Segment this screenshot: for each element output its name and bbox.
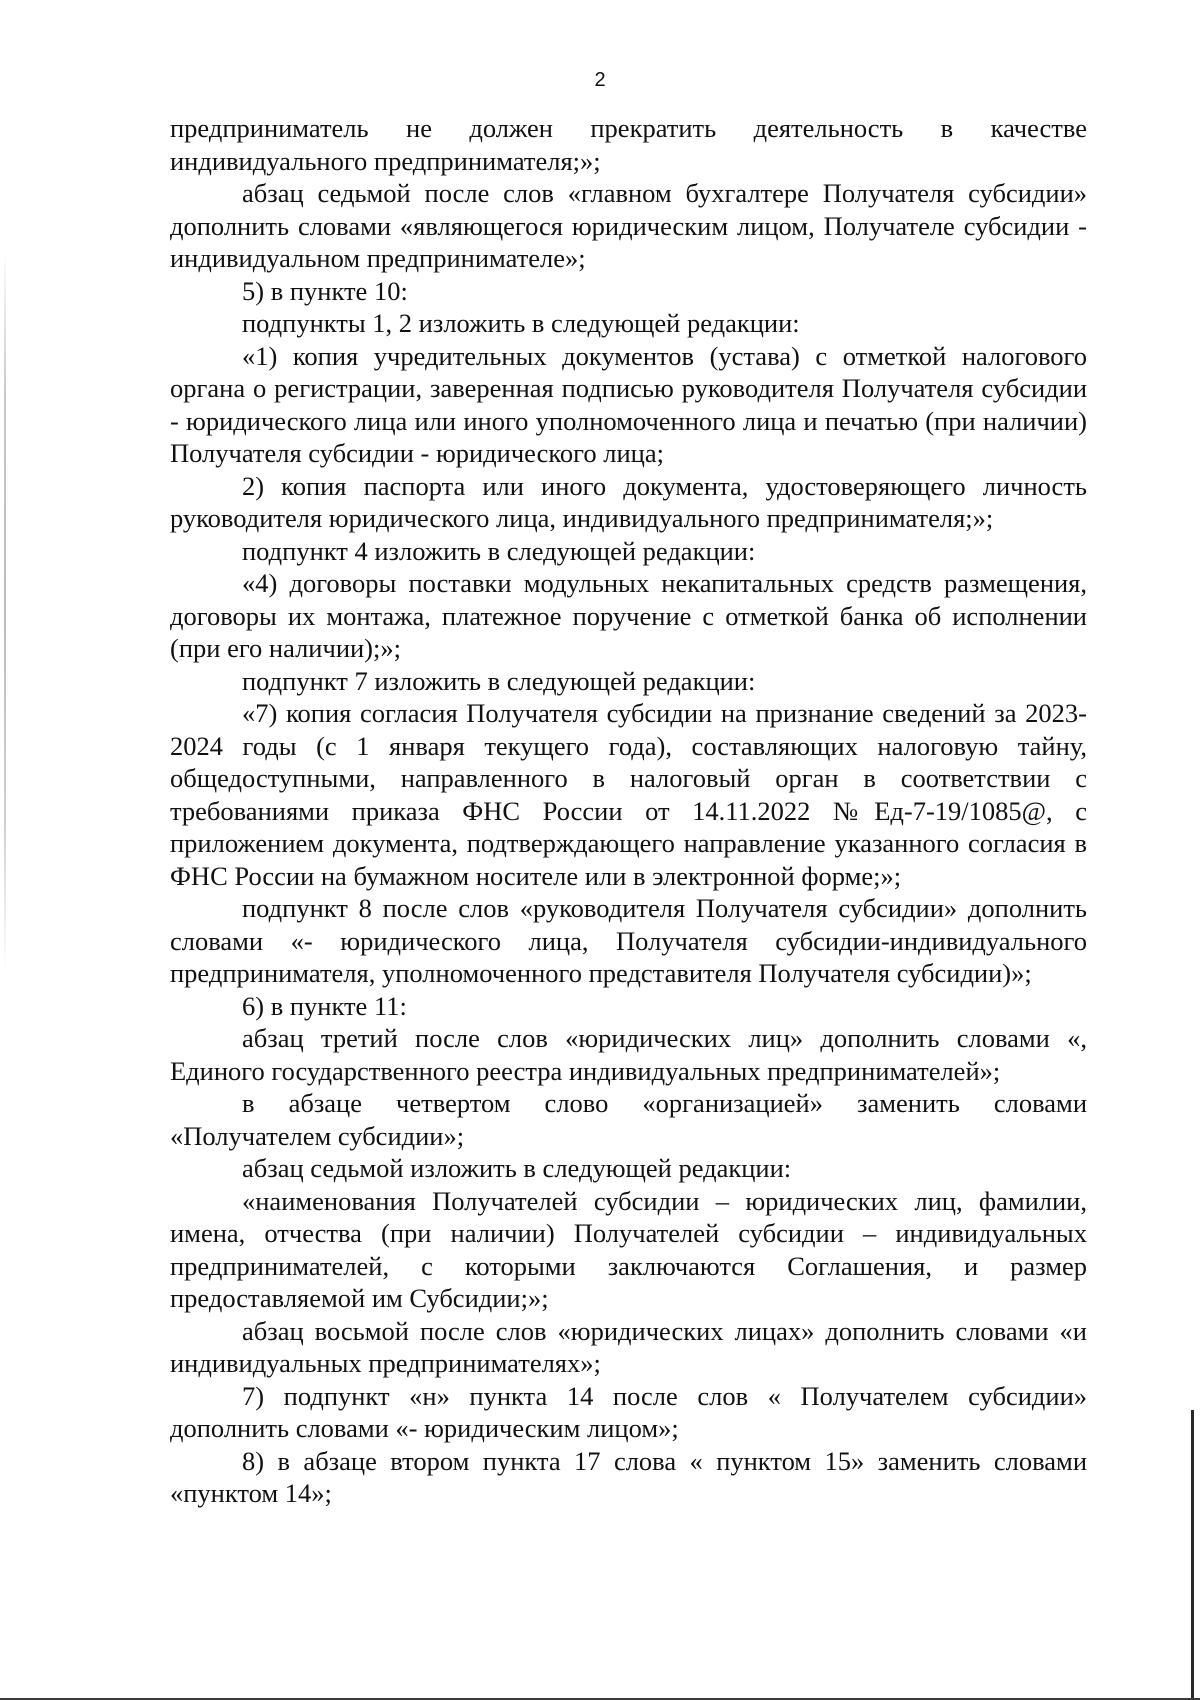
paragraph: предприниматель не должен прекратить деятельность в качестве индивидуального предпринимателя;»; bbox=[170, 113, 1087, 176]
paragraph: подпункт 8 после слов «руководителя Получателя субсидии» дополнить словами «- юридического лица, Получателя субсидии-индивидуального предпринимателя, уполномоченного представителя Получателя субсидии)»; bbox=[170, 893, 1087, 988]
paragraph: абзац седьмой после слов «главном бухгалтере Получателя субсидии» дополнить словами «являющегося юридическим лицом, Получателе субсидии - индивидуальном предпринимателе»; bbox=[170, 178, 1087, 273]
paragraph: «1) копия учредительных документов (устава) с отметкой налогового органа о регистрации, заверенная подписью руководителя Получателя субсидии - юридического лица или иного уполномоченного лица и печатью (при наличии) Получателя субсидии - юридического лица; bbox=[170, 340, 1087, 468]
paragraph: в абзаце четвертом слово «организацией» заменить словами «Получателем субсидии»; bbox=[170, 1088, 1087, 1151]
paragraph: 5) в пункте 10: bbox=[242, 275, 408, 306]
paragraph: подпункт 4 изложить в следующей редакции: bbox=[242, 535, 756, 566]
document-body bbox=[170, 112, 1087, 1510]
paragraph: 8) в абзаце втором пункта 17 слова « пунктом 15» заменить словами «пунктом 14»; bbox=[170, 1445, 1087, 1508]
paragraph: «наименования Получателей субсидии – юридических лиц, фамилии, имена, отчества (при наличии) Получателей субсидии – индивидуальных предпринимателей, с которыми заключаются Соглашения, и размер предоставляемой им Субсидии;»; bbox=[170, 1185, 1087, 1313]
paragraph: 7) подпункт «н» пункта 14 после слов « Получателем субсидии» дополнить словами «- юридическим лицом»; bbox=[170, 1380, 1087, 1443]
paragraph: подпункт 7 изложить в следующей редакции: bbox=[242, 665, 756, 696]
paragraph: абзац седьмой изложить в следующей редакции: bbox=[242, 1153, 792, 1183]
paragraph: «4) договоры поставки модульных некапитальных средств размещения, договоры их монтажа, платежное поручение с отметкой банка об исполнении (при его наличии);»; bbox=[170, 568, 1087, 663]
paragraph: 2) копия паспорта или иного документа, удостоверяющего личность руководителя юридического лица, индивидуального предпринимателя;»; bbox=[170, 470, 1087, 533]
paragraph: абзац третий после слов «юридических лиц» дополнить словами «, Единого государственного реестра индивидуальных предпринимателей»; bbox=[170, 1023, 1087, 1086]
scan-artifact-right-edge bbox=[1191, 1410, 1194, 1700]
paragraph: подпункты 1, 2 изложить в следующей редакции: bbox=[242, 308, 800, 338]
paragraph: 6) в пункте 11: bbox=[242, 990, 407, 1021]
paragraph: абзац восьмой после слов «юридических лицах» дополнить словами «и индивидуальных предпринимателях»; bbox=[170, 1315, 1087, 1378]
paragraph: «7) копия согласия Получателя субсидии на признание сведений за 2023-2024 годы (с 1 января текущего года), составляющих налоговую тайну, общедоступными, направленного в налоговый орган в соответствии с требованиями приказа ФНС России от 14.11.2022 №Ед-7-19/1085@, с приложением документа, подтверждающего направление указанного согласия в ФНС России на бумажном носителе или в электронной форме;»; bbox=[170, 698, 1087, 891]
scan-artifact-left-edge bbox=[4, 250, 6, 970]
page-number: 2 bbox=[594, 69, 606, 91]
